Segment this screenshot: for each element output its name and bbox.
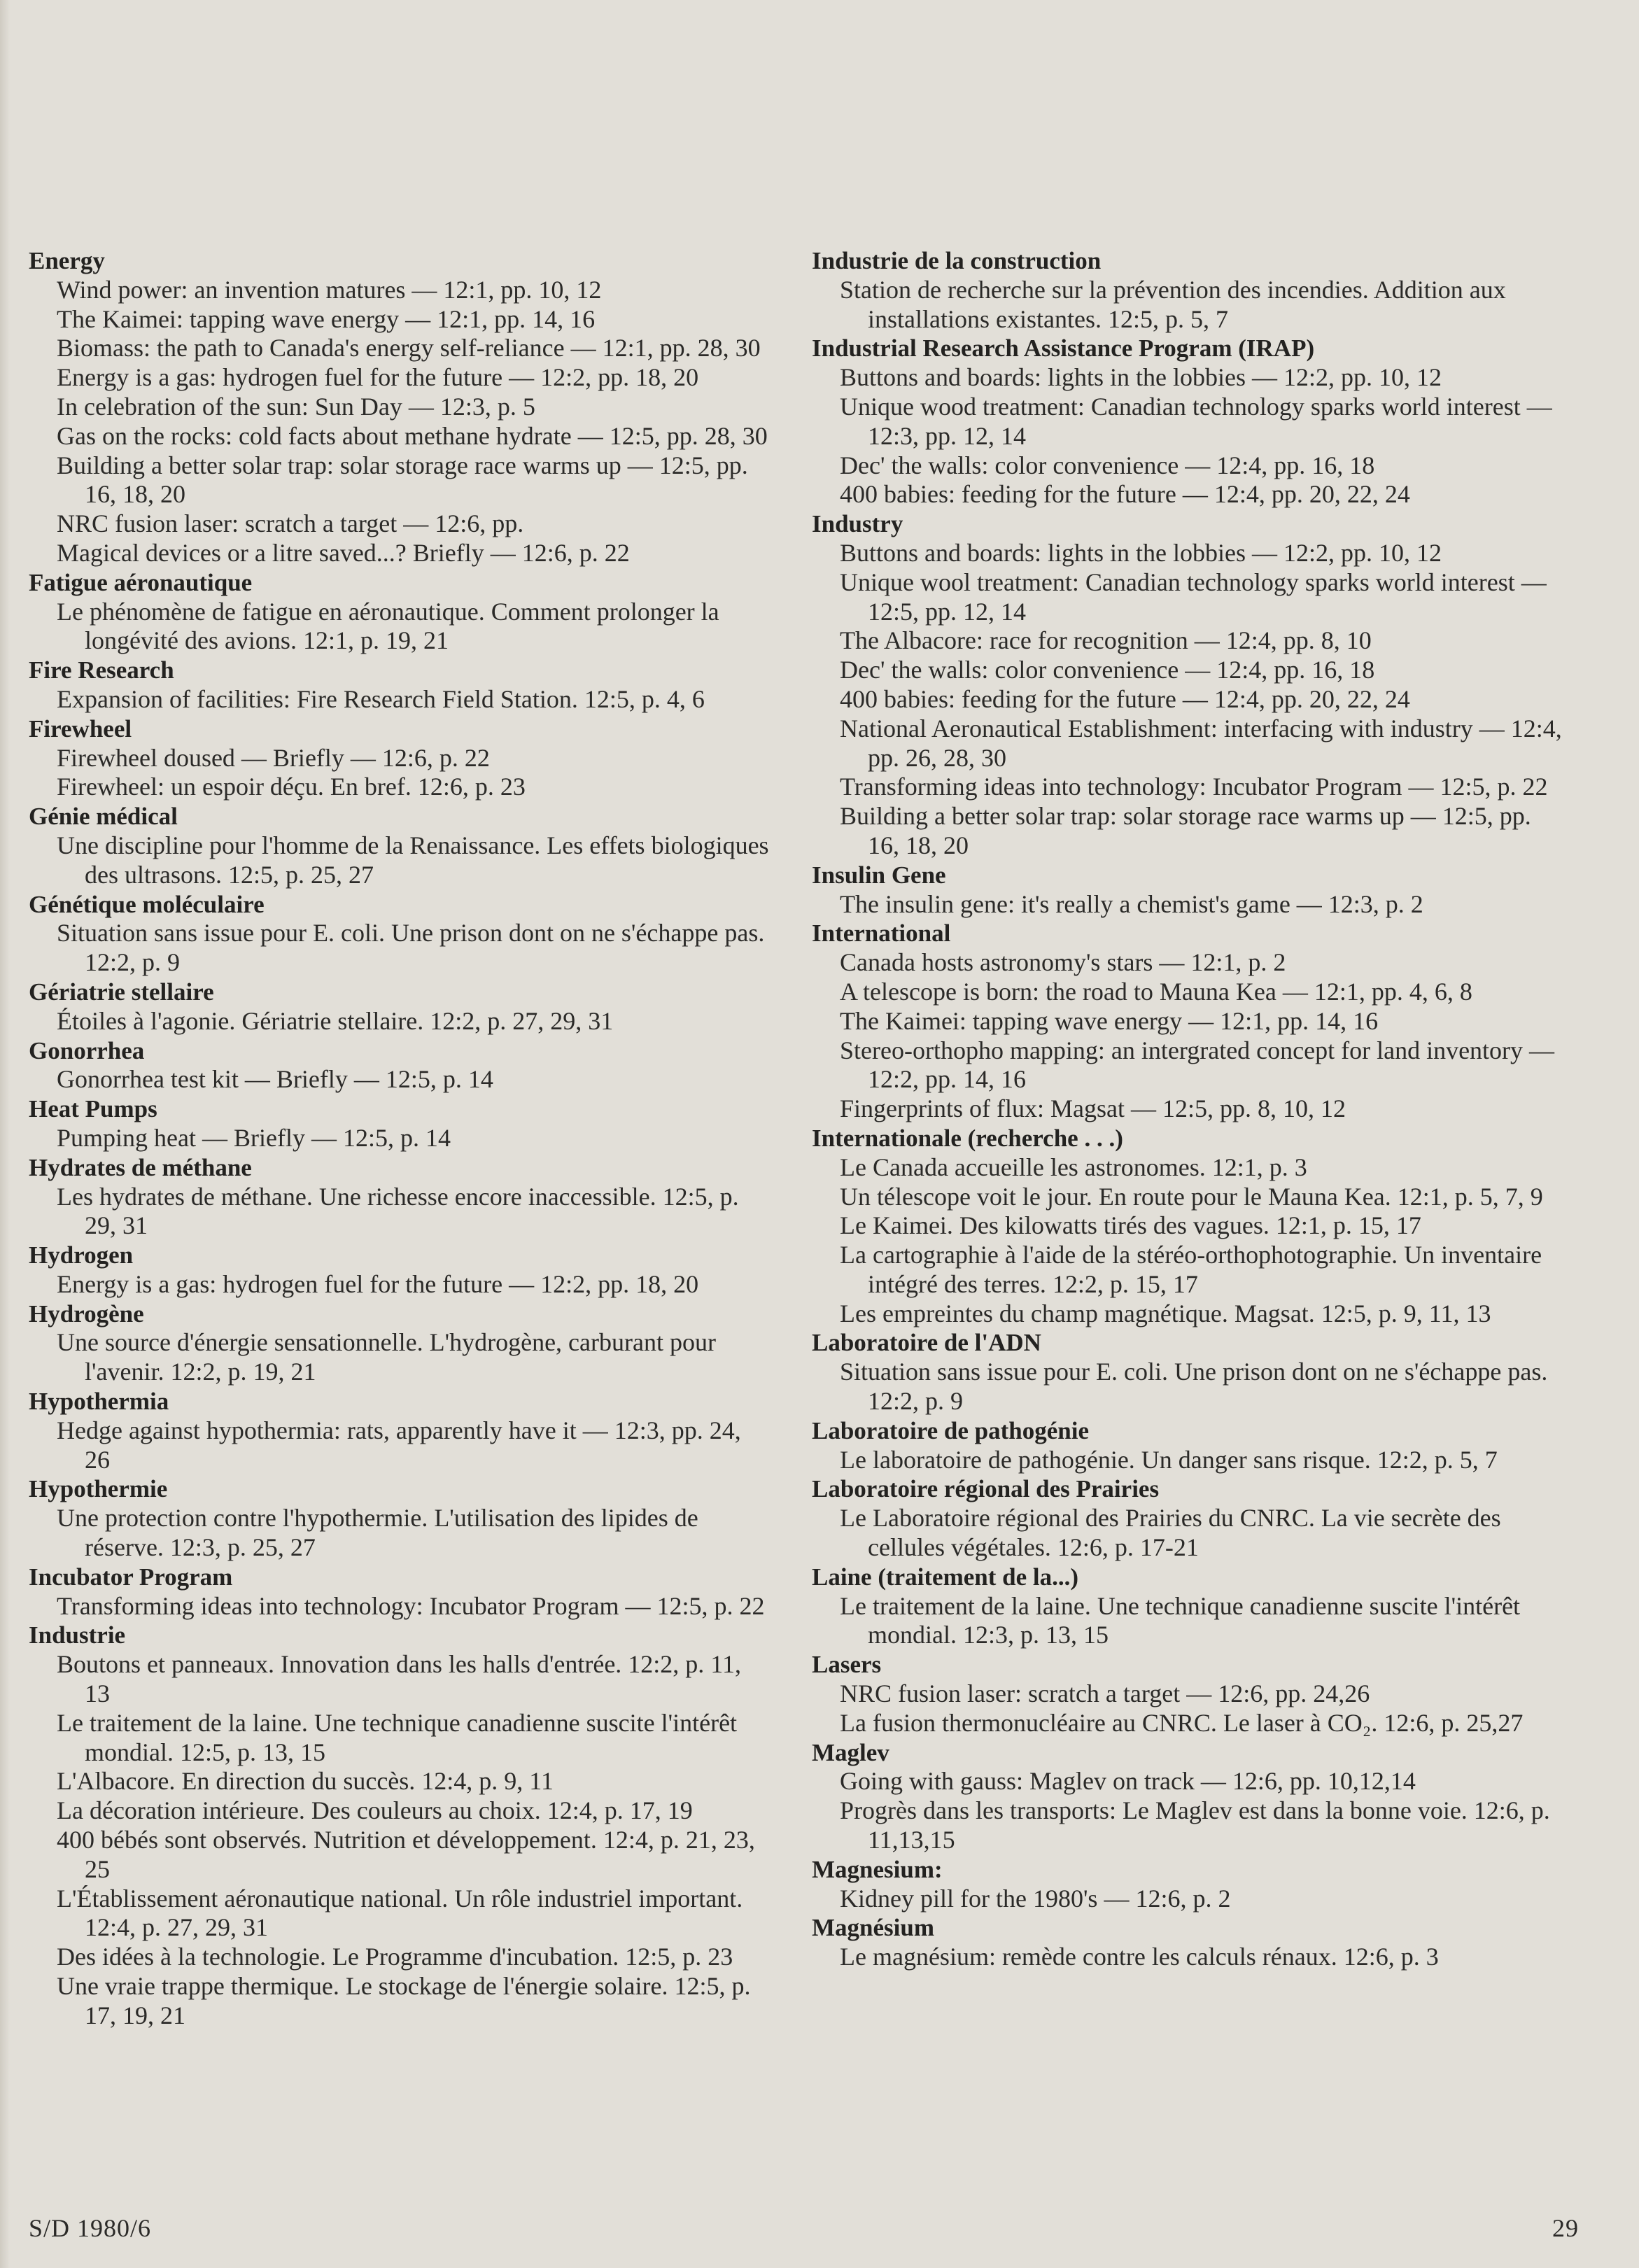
- index-reference: Des idées à la technologie. Le Programme d'incubation. 12:5, p. 23: [57, 1943, 733, 1971]
- index-reference: Transforming ideas into technology: Incubator Program — 12:5, p. 22: [840, 773, 1548, 801]
- index-entry: [29, 246, 771, 568]
- index-entry: [812, 334, 1568, 509]
- index-entry: [812, 1328, 1568, 1416]
- index-reference: Energy is a gas: hydrogen fuel for the future — 12:2, pp. 18, 20: [57, 363, 699, 392]
- index-heading: Industrie de la construction: [812, 247, 1102, 274]
- footer-publication: S/D 1980/6: [29, 2214, 152, 2242]
- index-reference: Le traitement de la laine. Une technique canadienne suscite l'intérêt mondial. 12:3, p. 13, 15: [840, 1591, 1521, 1649]
- index-reference: Le Kaimei. Des kilowatts tirés des vagues. 12:1, p. 15, 17: [840, 1211, 1421, 1240]
- index-reference: Wind power: an invention matures — 12:1, pp. 10, 12: [57, 275, 602, 304]
- index-reference: NRC fusion laser: scratch a target — 12:6, pp. 24,26: [840, 1679, 1370, 1708]
- index-reference: NRC fusion laser: scratch a target — 12:6, pp.: [57, 509, 524, 538]
- index-heading: Maglev: [812, 1738, 889, 1766]
- index-heading: Industrie: [29, 1621, 126, 1649]
- index-column-left: [29, 246, 771, 2031]
- index-reference: The Kaimei: tapping wave energy — 12:1, pp. 14, 16: [840, 1006, 1379, 1035]
- index-reference: 400 bébés sont observés. Nutrition et développement. 12:4, p. 21, 23, 25: [57, 1826, 755, 1883]
- index-reference: Une vraie trappe thermique. Le stockage de l'énergie solaire. 12:5, p. 17, 19, 21: [57, 1972, 751, 2029]
- index-reference: Dec' the walls: color convenience — 12:4, pp. 16, 18: [840, 656, 1375, 684]
- index-entry: [29, 890, 771, 978]
- index-reference: The insulin gene: it's really a chemist's game — 12:3, p. 2: [840, 889, 1423, 918]
- index-reference: Les empreintes du champ magnétique. Magsat. 12:5, p. 9, 11, 13: [840, 1299, 1491, 1327]
- index-reference: Une source d'énergie sensationnelle. L'hydrogène, carburant pour l'avenir. 12:2, p. 19, 21: [57, 1328, 716, 1386]
- index-reference: La cartographie à l'aide de la stéréo-orthophotographie. Un inventaire intégré des terres. 12:2, p. 15, 17: [840, 1241, 1542, 1298]
- index-reference: La fusion thermonucléaire au CNRC. Le laser à CO₂. 12:6, p. 25,27: [840, 1708, 1524, 1737]
- index-reference: Going with gauss: Maglev on track — 12:6, pp. 10,12,14: [840, 1767, 1416, 1796]
- index-reference: The Kaimei: tapping wave energy — 12:1, pp. 14, 16: [57, 304, 596, 333]
- index-entry: [812, 1855, 1568, 1914]
- index-heading: Laboratoire de l'ADN: [812, 1329, 1041, 1357]
- index-reference: 400 babies: feeding for the future — 12:4, pp. 20, 22, 24: [840, 480, 1410, 509]
- index-reference: Fingerprints of flux: Magsat — 12:5, pp. 8, 10, 12: [840, 1094, 1346, 1123]
- index-reference: Unique wood treatment: Canadian technology sparks world interest — 12:3, pp. 12, 14: [840, 392, 1552, 450]
- index-heading: Hydrates de méthane: [29, 1153, 252, 1181]
- index-entry: [29, 1094, 771, 1153]
- index-entry: [29, 1153, 771, 1241]
- index-heading: Gériatrie stellaire: [29, 978, 214, 1006]
- index-reference: Situation sans issue pour E. coli. Une prison dont on ne s'échappe pas. 12:2, p. 9: [57, 919, 765, 977]
- index-heading: Lasers: [812, 1651, 882, 1679]
- index-reference: Kidney pill for the 1980's — 12:6, p. 2: [840, 1884, 1231, 1913]
- index-entry: [29, 1621, 771, 2030]
- index-reference: Firewheel: un espoir déçu. En bref. 12:6, p. 23: [57, 773, 526, 801]
- index-column-right: [812, 246, 1568, 1972]
- index-entry: [812, 1738, 1568, 1855]
- index-reference: L'Établissement aéronautique national. Un rôle industriel important. 12:4, p. 27, 29, 31: [57, 1884, 743, 1942]
- index-entry: [29, 1241, 771, 1299]
- index-reference: Le magnésium: remède contre les calculs rénaux. 12:6, p. 3: [840, 1943, 1439, 1971]
- index-reference: Dec' the walls: color convenience — 12:4, pp. 16, 18: [840, 451, 1375, 479]
- index-reference: Station de recherche sur la prévention des incendies. Addition aux installations existantes. 12:5, p. 5, 7: [840, 275, 1506, 333]
- index-entry: [29, 1036, 771, 1095]
- index-entry: [29, 568, 771, 656]
- index-reference: Pumping heat — Briefly — 12:5, p. 14: [57, 1123, 451, 1152]
- index-heading: Gonorrhea: [29, 1036, 145, 1064]
- index-reference: Unique wool treatment: Canadian technology sparks world interest — 12:5, pp. 12, 14: [840, 568, 1547, 626]
- index-heading: Incubator Program: [29, 1563, 233, 1591]
- index-entry: [812, 1563, 1568, 1650]
- index-heading: Industrial Research Assistance Program (IRAP): [812, 334, 1315, 362]
- index-heading: Génétique moléculaire: [29, 890, 265, 918]
- index-reference: The Albacore: race for recognition — 12:4, pp. 8, 10: [840, 626, 1372, 655]
- index-entry: [812, 246, 1568, 334]
- index-entry: [812, 1913, 1568, 1972]
- index-reference: Magical devices or a litre saved...? Briefly — 12:6, p. 22: [57, 538, 630, 567]
- index-reference: Energy is a gas: hydrogen fuel for the future — 12:2, pp. 18, 20: [57, 1269, 699, 1298]
- index-heading: Laine (traitement de la...): [812, 1563, 1079, 1591]
- index-reference: 400 babies: feeding for the future — 12:4, pp. 20, 22, 24: [840, 684, 1410, 713]
- index-reference: Le phénomène de fatigue en aéronautique. Comment prolonger la longévité des avions. 12:1, p. 19, 21: [57, 597, 719, 655]
- index-reference: Le Canada accueille les astronomes. 12:1, p. 3: [840, 1153, 1307, 1181]
- index-heading: Génie médical: [29, 803, 178, 831]
- index-reference: Le laboratoire de pathogénie. Un danger sans risque. 12:2, p. 5, 7: [840, 1445, 1498, 1474]
- index-entry: [29, 1563, 771, 1621]
- index-reference: Le Laboratoire régional des Prairies du CNRC. La vie secrète des cellules végétales. 12:6, p. 17-21: [840, 1504, 1501, 1562]
- index-reference: Gonorrhea test kit — Briefly — 12:5, p. 14: [57, 1065, 493, 1094]
- index-reference: Gas on the rocks: cold facts about methane hydrate — 12:5, pp. 28, 30: [57, 421, 768, 450]
- index-entry: [812, 861, 1568, 920]
- index-entry: [812, 509, 1568, 861]
- index-entry: [812, 1650, 1568, 1738]
- page-edge-shadow: [0, 0, 10, 2268]
- index-reference: Firewheel doused — Briefly — 12:6, p. 22: [57, 743, 490, 772]
- index-entry: [29, 1474, 771, 1562]
- index-heading: Internationale (recherche . . .): [812, 1124, 1123, 1152]
- index-reference: Le traitement de la laine. Une technique canadienne suscite l'intérêt mondial. 12:5, p. 13, 15: [57, 1708, 738, 1766]
- index-reference: Biomass: the path to Canada's energy self-reliance — 12:1, pp. 28, 30: [57, 334, 761, 362]
- index-reference: Stereo-orthopho mapping: an intergrated concept for land inventory — 12:2, pp. 14, 16: [840, 1036, 1555, 1094]
- index-heading: Laboratoire de pathogénie: [812, 1416, 1090, 1444]
- index-entry: [29, 1299, 771, 1387]
- index-reference: Un télescope voit le jour. En route pour le Mauna Kea. 12:1, p. 5, 7, 9: [840, 1182, 1543, 1211]
- index-reference: In celebration of the sun: Sun Day — 12:3, p. 5: [57, 392, 535, 421]
- index-reference: A telescope is born: the road to Mauna Kea — 12:1, pp. 4, 6, 8: [840, 977, 1472, 1006]
- index-heading: Insulin Gene: [812, 861, 946, 889]
- index-reference: La décoration intérieure. Des couleurs au choix. 12:4, p. 17, 19: [57, 1796, 693, 1825]
- index-reference: National Aeronautical Establishment: interfacing with industry — 12:4, pp. 26, 28, 30: [840, 714, 1562, 772]
- index-heading: Heat Pumps: [29, 1095, 157, 1123]
- footer-page-number: 29: [1552, 2214, 1579, 2242]
- index-heading: Hypothermie: [29, 1475, 168, 1503]
- index-heading: International: [812, 920, 951, 948]
- index-heading: Firewheel: [29, 714, 132, 742]
- index-entry: [29, 714, 771, 802]
- index-heading: Hydrogène: [29, 1299, 144, 1327]
- index-heading: Hydrogen: [29, 1241, 134, 1269]
- index-reference: Canada hosts astronomy's stars — 12:1, p. 2: [840, 948, 1286, 977]
- index-reference: Expansion of facilities: Fire Research Field Station. 12:5, p. 4, 6: [57, 684, 705, 713]
- index-reference: Les hydrates de méthane. Une richesse encore inaccessible. 12:5, p. 29, 31: [57, 1182, 739, 1240]
- index-entry: [812, 1124, 1568, 1329]
- index-heading: Hypothermia: [29, 1388, 169, 1416]
- index-heading: Energy: [29, 247, 105, 274]
- index-entry: [29, 802, 771, 889]
- index-reference: Buttons and boards: lights in the lobbies — 12:2, pp. 10, 12: [840, 363, 1442, 392]
- index-reference: Hedge against hypothermia: rats, apparently have it — 12:3, pp. 24, 26: [57, 1416, 741, 1474]
- index-reference: L'Albacore. En direction du succès. 12:4, p. 9, 11: [57, 1767, 554, 1796]
- index-reference: Building a better solar trap: solar storage race warms up — 12:5, pp. 16, 18, 20: [840, 802, 1531, 859]
- index-reference: Une discipline pour l'homme de la Renaissance. Les effets biologiques des ultrasons. 12:5, p. 25, 27: [57, 831, 769, 889]
- index-entry: [812, 1474, 1568, 1562]
- index-reference: Étoiles à l'agonie. Gériatrie stellaire. 12:2, p. 27, 29, 31: [57, 1006, 614, 1035]
- index-reference: Situation sans issue pour E. coli. Une prison dont on ne s'échappe pas. 12:2, p. 9: [840, 1358, 1548, 1416]
- index-heading: Fire Research: [29, 656, 174, 684]
- index-reference: Une protection contre l'hypothermie. L'utilisation des lipides de réserve. 12:3, p. 25, 27: [57, 1504, 698, 1562]
- index-heading: Fatigue aéronautique: [29, 568, 253, 596]
- index-entry: [812, 1416, 1568, 1475]
- index-heading: Industry: [812, 510, 903, 538]
- index-entry: [812, 919, 1568, 1124]
- index-reference: Transforming ideas into technology: Incubator Program — 12:5, p. 22: [57, 1591, 765, 1620]
- index-reference: Buttons and boards: lights in the lobbies — 12:2, pp. 10, 12: [840, 538, 1442, 567]
- index-reference: Boutons et panneaux. Innovation dans les halls d'entrée. 12:2, p. 11, 13: [57, 1650, 741, 1708]
- index-heading: Laboratoire régional des Prairies: [812, 1475, 1160, 1503]
- index-heading: Magnésium: [812, 1914, 934, 1942]
- index-entry: [29, 1387, 771, 1474]
- index-entry: [29, 656, 771, 714]
- index-entry: [29, 978, 771, 1036]
- index-heading: Magnesium:: [812, 1855, 943, 1883]
- index-reference: Building a better solar trap: solar storage race warms up — 12:5, pp. 16, 18, 20: [57, 451, 748, 509]
- index-reference: Progrès dans les transports: Le Maglev est dans la bonne voie. 12:6, p. 11,13,15: [840, 1796, 1550, 1854]
